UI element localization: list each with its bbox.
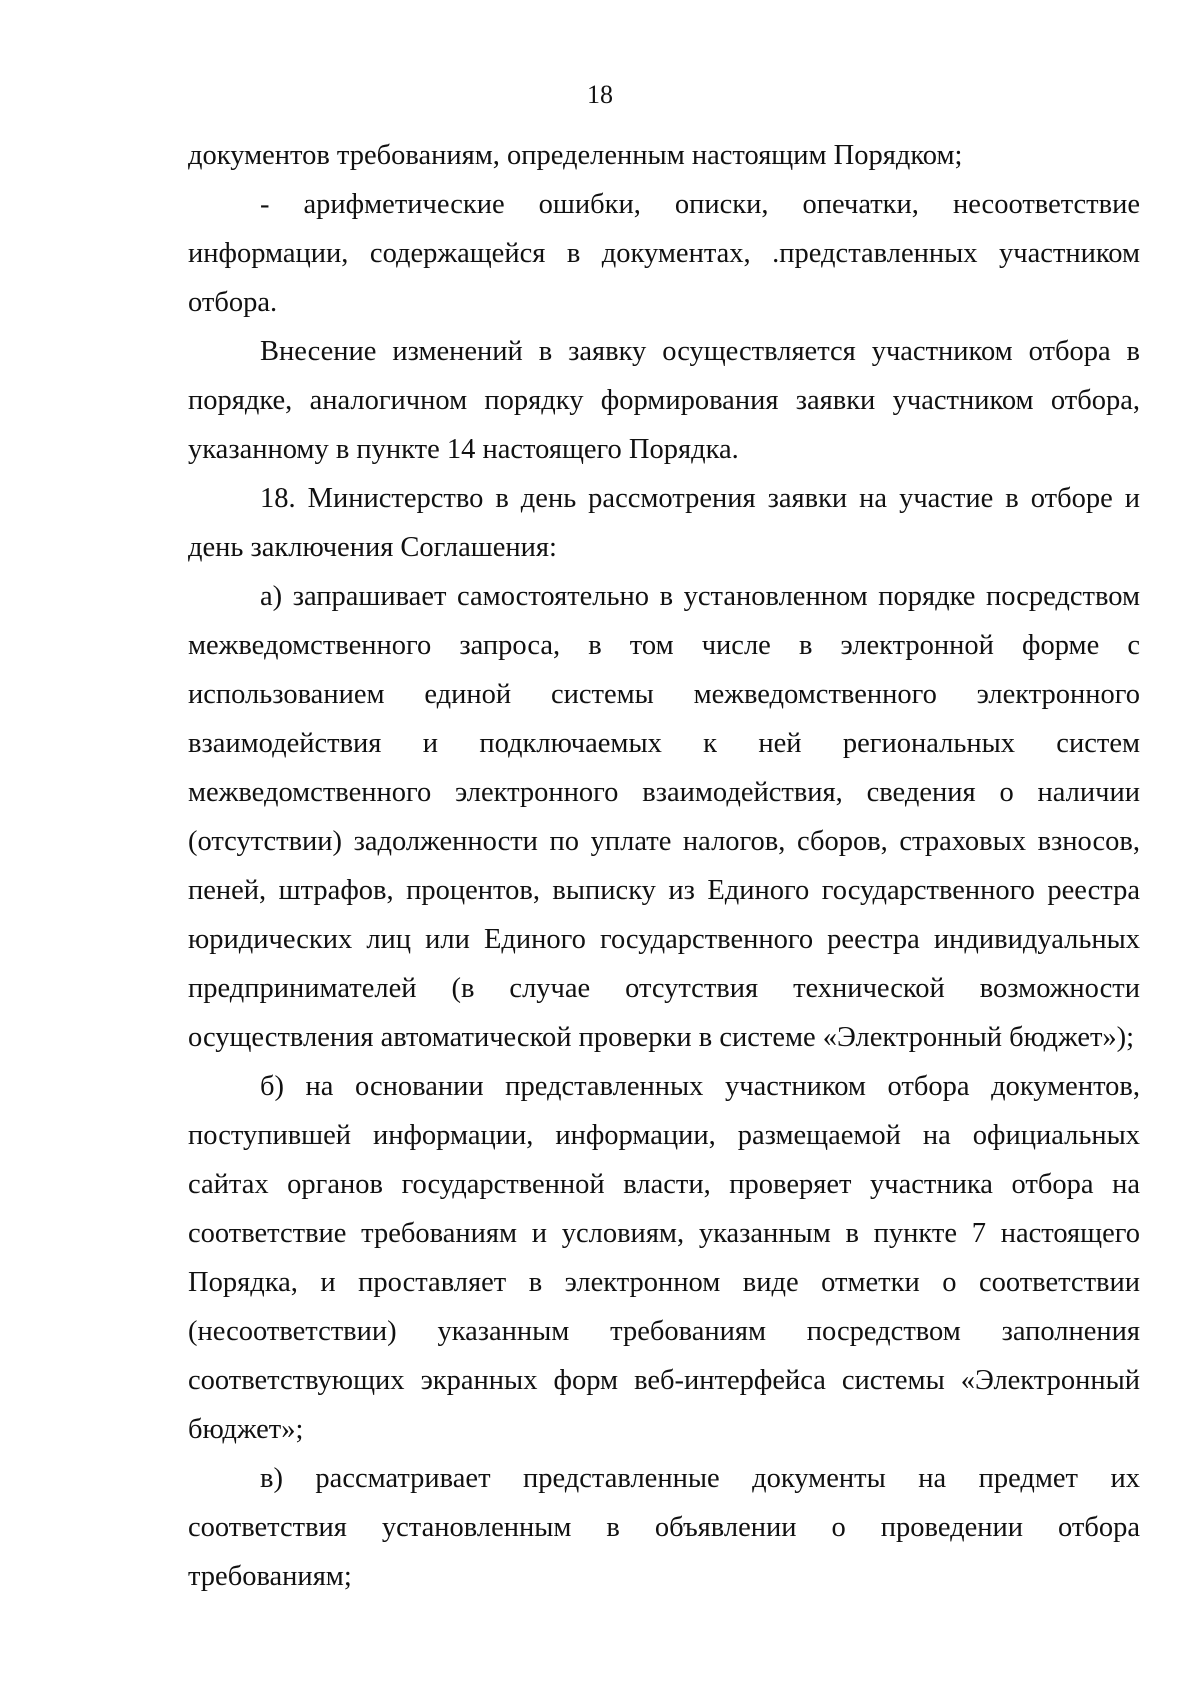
- page-number: 18: [587, 80, 613, 109]
- paragraph: а) запрашивает самостоятельно в установленном порядке посредством межведомственного запроса, в том числе в электронной форме с использованием единой системы межведомственного электронного взаимодействия и подключаемых к ней региональных систем межведомственного электронного взаимодействия, сведения о наличии (отсутствии) задолженности по уплате налогов, сборов, страховых взносов, пеней, штрафов, процентов, выписку из Единого государственного реестра юридических лиц или Единого государственного реестра индивидуальных предпринимателей (в случае отсутствия технической возможности осуществления автоматической проверки в системе «Электронный бюджет»);: [188, 581, 1140, 1053]
- paragraph: - арифметические ошибки, описки, опечатки, несоответствие информации, содержащейся в документах, .представленных участником отбора.: [188, 189, 1140, 318]
- paragraph: Внесение изменений в заявку осуществляется участником отбора в порядке, аналогичном порядку формирования заявки участником отбора, указанному в пункте 14 настоящего Порядка.: [188, 336, 1140, 465]
- paragraph: документов требованиям, определенным настоящим Порядком;: [188, 140, 963, 171]
- paragraph: б) на основании представленных участником отбора документов, поступившей информации, информации, размещаемой на официальных сайтах органов государственной власти, проверяет участника отбора на соответствие требованиям и условиям, указанным в пункте 7 настоящего Порядка, и проставляет в электронном виде отметки о соответствии (несоответствии) указанным требованиям посредством заполнения соответствующих экранных форм веб-интерфейса системы «Электронный бюджет»;: [188, 1071, 1140, 1445]
- paragraph: в) рассматривает представленные документы на предмет их соответствия установленным в объявлении о проведении отбора требованиям;: [188, 1463, 1140, 1592]
- document-body: [188, 131, 1140, 1601]
- paragraph: 18. Министерство в день рассмотрения заявки на участие в отборе и день заключения Соглашения:: [188, 483, 1140, 563]
